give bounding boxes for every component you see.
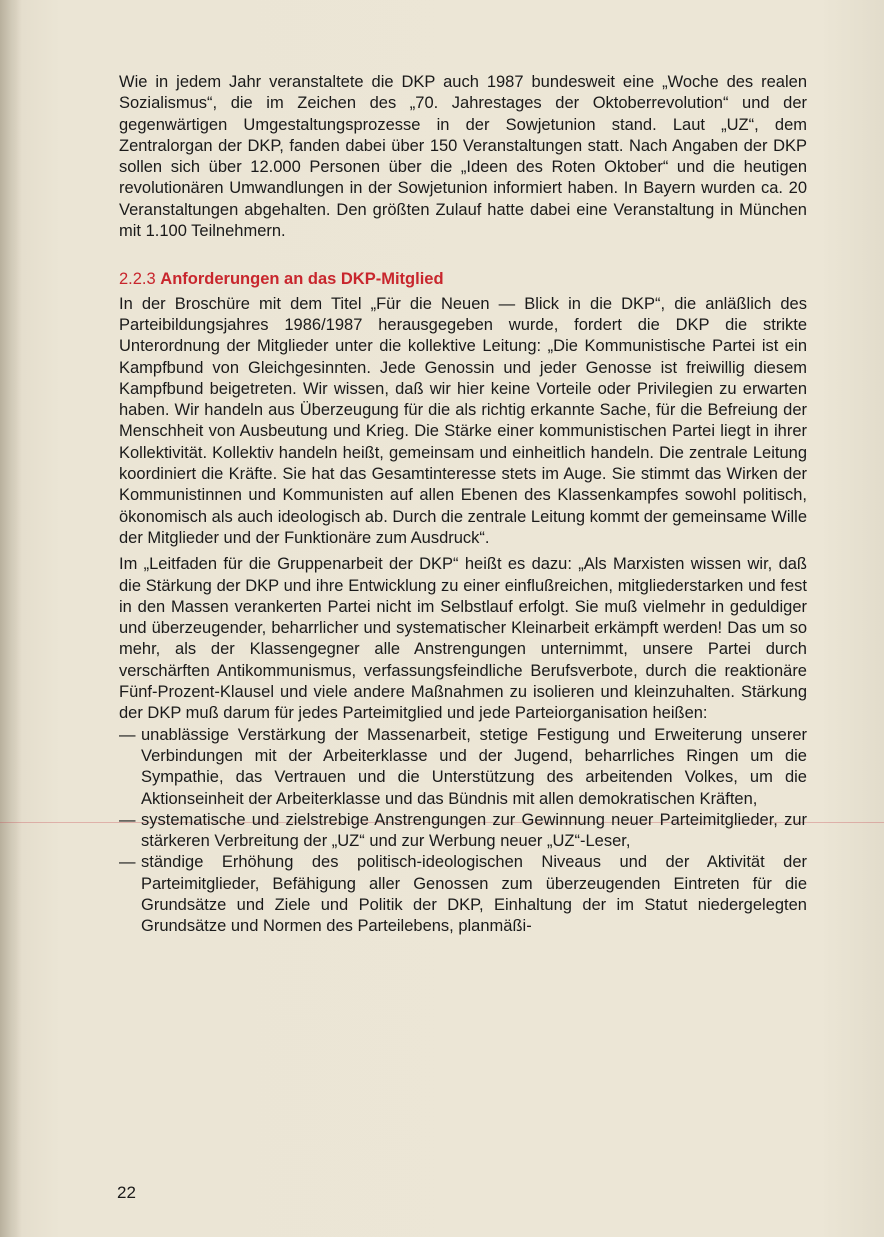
list-item-text: unablässige Verstärkung der Massenarbeit, stetige Festigung und Erweiterung unserer Verbindungen mit der Arbeiterklasse und der Jugend, beharrliches Ringen um die Sympathie, das Vertrauen und die Unterstützung des arbeitenden Volkes, um die Aktionseinheit der Arbeiterklasse und das Bündnis mit allen demokratischen Kräften,	[141, 725, 807, 808]
section-title: Anforderungen an das DKP-Mitglied	[160, 270, 444, 289]
dash-bullet: —	[119, 725, 136, 744]
list-item-text: systematische und zielstrebige Anstrengungen zur Gewinnung neuer Parteimitglieder, zur stärkeren Verbreitung der „UZ“ und zur Werbung neuer „UZ“-Leser,	[141, 810, 807, 851]
dash-bullet: —	[119, 853, 136, 872]
list-item	[119, 852, 807, 937]
section-number: 2.2.3	[119, 270, 156, 289]
broschure-paragraph: In der Broschüre mit dem Titel „Für die Neuen — Blick in die DKP“, die anläßlich des Parteibildungsjahres 1986/1987 herausgegeben wurde, fordert die DKP die strikte Unterordnung der Mitglieder unter die kollektive Leitung: „Die Kommunistische Partei ist ein Kampfbund von Gleichgesinnten. Jede Genossin und jeder Genosse ist freiwillig diesem Kampfbund beigetreten. Wir wissen, daß wir hier keine Vorteile oder Privilegien zu erwarten haben. Wir handeln aus Überzeugung für die als richtig erkannte Sache, für die Befreiung der Menschheit von Ausbeutung und Krieg. Die Stärke einer kommunistischen Partei liegt in ihrer Kollektivität. Kollektiv handeln heißt, gemeinsam und einheitlich handeln. Die zentrale Leitung koordiniert die Kräfte. Sie hat das Gesamtinteresse stets im Auge. Sie stimmt das Wirken der Kommunistinnen und Kommunisten auf allen Ebenen des Klassenkampfes sowohl politisch, ökonomisch als auch ideologisch ab. Durch die zentrale Leitung kommt der gemeinsame Wille der Mitglieder und der Funktionäre zum Ausdruck“.	[119, 294, 807, 547]
list-item	[119, 725, 807, 810]
demands-list	[119, 725, 807, 938]
leitfaden-paragraph: Im „Leitfaden für die Gruppenarbeit der DKP“ heißt es dazu: „Als Marxisten wissen wir, daß die Stärkung der DKP und ihre Entwicklung zu einer einflußreichen, mitgliederstarken und fest in den Massen verankerten Partei nicht im Selbstlauf erfolgt. Sie muß vielmehr in geduldiger und überzeugender, beharrlicher und systematischer Kleinarbeit erkämpft werden! Das um so mehr, als der Klassengegner alle Anstrengungen unternimmt, unsere Partei durch verschärften Antikommunismus, verfassungsfeindliche Berufsverbote, durch die reaktionäre Fünf-Prozent-Klausel und viele andere Maßnahmen zu isolieren und kleinzuhalten. Stärkung der DKP muß darum für jedes Parteimitglied und jede Parteiorganisation heißen:	[119, 555, 807, 723]
page-binding-edge	[0, 0, 22, 1237]
intro-paragraph: Wie in jedem Jahr veranstaltete die DKP auch 1987 bundesweit eine „Woche des realen Sozialismus“, die im Zeichen des „70. Jahrestages der Oktoberrevolution“ und der gegenwärtigen Umgestaltungsprozesse in der Sowjetunion stand. Laut „UZ“, dem Zentralorgan der DKP, fanden dabei über 150 Veranstaltungen statt. Nach Angaben der DKP sollen sich über 12.000 Personen über die „Ideen des Roten Oktober“ und die heutigen revolutionären Umwandlungen in der Sowjetunion informiert haben. In Bayern wurden ca. 20 Veranstaltungen abgehalten. Den größten Zulauf hatte dabei eine Veranstaltung in München mit 1.100 Teilnehmern.	[119, 73, 807, 241]
page-content	[119, 72, 807, 938]
page-number: 22	[117, 1183, 136, 1202]
list-item-text: ständige Erhöhung des politisch-ideologischen Niveaus und der Aktivität der Parteimitglieder, Befähigung aller Genossen zum überzeugenden Eintreten für die Grundsätze und Ziele und Politik der DKP, Einhaltung der im Statut niedergelegten Grundsätze und Normen des Parteilebens, planmäßi-	[141, 853, 807, 936]
dash-bullet: —	[119, 810, 136, 829]
section-heading	[119, 269, 807, 290]
list-item	[119, 810, 807, 853]
